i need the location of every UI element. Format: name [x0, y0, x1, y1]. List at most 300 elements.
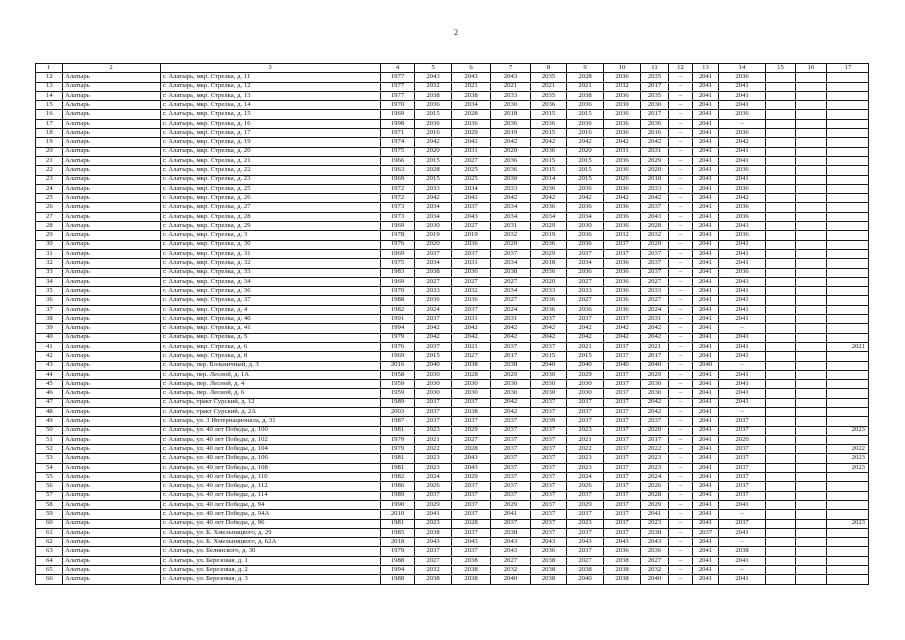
cell-col-7: 2038 — [491, 361, 531, 370]
cell-col-8: 2030 — [531, 370, 567, 379]
table-row — [36, 175, 869, 184]
cell-col-11: 2029 — [641, 370, 669, 379]
cell-col-7: 2037 — [491, 426, 531, 435]
cell-col-14: 2037 — [719, 426, 766, 435]
cell-col-7: 2037 — [491, 482, 531, 491]
cell-col-13: 2041 — [693, 398, 719, 407]
cell-col-3: г. Алатырь, ул. 40 лет Победы, д. 104 — [161, 445, 381, 454]
cell-col-6: 2027 — [452, 222, 491, 231]
cell-col-17 — [827, 296, 869, 305]
cell-col-13: 2041 — [693, 129, 719, 138]
cell-col-16 — [796, 305, 827, 314]
cell-col-13: 2041 — [693, 500, 719, 509]
cell-col-8: 2037 — [531, 398, 567, 407]
table-row — [36, 352, 869, 361]
cell-col-11: 2035 — [641, 73, 669, 82]
cell-col-15 — [766, 426, 796, 435]
cell-col-9: 2034 — [567, 212, 604, 221]
cell-col-3: г. Алатырь, ул. Березовая, д. 3 — [161, 575, 381, 584]
cell-col-6: 2037 — [452, 417, 491, 426]
cell-col-4: 1969 — [381, 249, 415, 258]
cell-col-3: г. Алатырь, пер. Лесной, д. 4 — [161, 380, 381, 389]
cell-col-14: 2041 — [719, 91, 766, 100]
cell-col-4: 1974 — [381, 138, 415, 147]
cell-col-13: 2041 — [693, 547, 719, 556]
header-cell-17: 17 — [827, 64, 869, 73]
cell-col-8: 2037 — [531, 491, 567, 500]
cell-col-7: 2037 — [491, 473, 531, 482]
cell-col-12: – — [669, 315, 693, 324]
cell-col-6: 2025 — [452, 166, 491, 175]
cell-col-12: – — [669, 333, 693, 342]
table-row — [36, 482, 869, 491]
cell-col-9: 2036 — [567, 119, 604, 128]
cell-col-3: г. Алатырь, мкр. Стрелка, д. 25 — [161, 184, 381, 193]
cell-col-11: 2017 — [641, 352, 669, 361]
cell-col-3: г. Алатырь, мкр. Стрелка, д. 6 — [161, 342, 381, 351]
cell-col-13: 2041 — [693, 352, 719, 361]
cell-col-17 — [827, 101, 869, 110]
cell-col-14: 2037 — [719, 454, 766, 463]
table-row — [36, 249, 869, 258]
cell-col-9: 2028 — [567, 73, 604, 82]
cell-col-17 — [827, 482, 869, 491]
cell-col-10: 2030 — [604, 101, 641, 110]
cell-col-14: 2041 — [719, 315, 766, 324]
cell-col-10: 2036 — [604, 110, 641, 119]
cell-col-14: 2036 — [719, 212, 766, 221]
cell-col-11: 2017 — [641, 435, 669, 444]
table-row — [36, 473, 869, 482]
cell-col-10: 2037 — [604, 398, 641, 407]
cell-col-9: 2021 — [567, 342, 604, 351]
cell-col-4: 1979 — [381, 547, 415, 556]
cell-col-5: 2034 — [415, 203, 452, 212]
cell-col-6: 2028 — [452, 445, 491, 454]
cell-col-17 — [827, 277, 869, 286]
cell-col-6: 2043 — [452, 454, 491, 463]
cell-col-14: 2041 — [719, 240, 766, 249]
cell-col-10: 2037 — [604, 370, 641, 379]
cell-col-7: 2033 — [491, 91, 531, 100]
cell-col-11: 2027 — [641, 277, 669, 286]
cell-col-3: г. Алатырь, пер. Лесной, д. 1А — [161, 370, 381, 379]
cell-col-3: г. Алатырь, ул. 40 лет Победы, д. 110 — [161, 473, 381, 482]
cell-col-1: 64 — [36, 556, 63, 565]
cell-col-13: 2041 — [693, 491, 719, 500]
cell-col-9: 2029 — [567, 500, 604, 509]
cell-col-1: 65 — [36, 566, 63, 575]
cell-col-1: 41 — [36, 342, 63, 351]
cell-col-4: 1994 — [381, 324, 415, 333]
cell-col-17 — [827, 305, 869, 314]
cell-col-15 — [766, 342, 796, 351]
cell-col-10: 2038 — [604, 566, 641, 575]
cell-col-4: 1958 — [381, 370, 415, 379]
cell-col-6: 2027 — [452, 435, 491, 444]
cell-col-14: 2041 — [719, 222, 766, 231]
cell-col-6: 2037 — [452, 510, 491, 519]
cell-col-5: 2038 — [415, 528, 452, 537]
cell-col-2: Алатырь — [63, 175, 161, 184]
cell-col-11: 2023 — [641, 463, 669, 472]
cell-col-4: 1959 — [381, 389, 415, 398]
cell-col-10: 2037 — [604, 417, 641, 426]
table-row — [36, 556, 869, 565]
cell-col-13: 2037 — [693, 528, 719, 537]
cell-col-12: – — [669, 166, 693, 175]
cell-col-17 — [827, 231, 869, 240]
cell-col-1: 13 — [36, 82, 63, 91]
cell-col-17 — [827, 203, 869, 212]
table-row — [36, 156, 869, 165]
cell-col-2: Алатырь — [63, 556, 161, 565]
cell-col-12: – — [669, 398, 693, 407]
cell-col-4: 1979 — [381, 333, 415, 342]
cell-col-10: 2036 — [604, 287, 641, 296]
cell-col-14: 2041 — [719, 259, 766, 268]
cell-col-16 — [796, 519, 827, 528]
cell-col-10: 2036 — [604, 296, 641, 305]
cell-col-13: 2041 — [693, 305, 719, 314]
cell-col-4: 1970 — [381, 287, 415, 296]
cell-col-8: 2040 — [531, 361, 567, 370]
cell-col-7: 2037 — [491, 342, 531, 351]
cell-col-15 — [766, 82, 796, 91]
cell-col-17 — [827, 528, 869, 537]
cell-col-8: 2029 — [531, 222, 567, 231]
cell-col-12: – — [669, 491, 693, 500]
cell-col-8: 2035 — [531, 91, 567, 100]
table-row — [36, 73, 869, 82]
cell-col-8: 2036 — [531, 296, 567, 305]
cell-col-2: Алатырь — [63, 389, 161, 398]
cell-col-1: 43 — [36, 361, 63, 370]
cell-col-1: 27 — [36, 212, 63, 221]
cell-col-1: 35 — [36, 287, 63, 296]
cell-col-11: 2031 — [641, 315, 669, 324]
cell-col-1: 49 — [36, 417, 63, 426]
cell-col-11: 2024 — [641, 473, 669, 482]
table-row — [36, 380, 869, 389]
cell-col-14: 2041 — [719, 156, 766, 165]
cell-col-13: 2041 — [693, 370, 719, 379]
cell-col-4: 1989 — [381, 491, 415, 500]
cell-col-12: – — [669, 389, 693, 398]
cell-col-14: 2036 — [719, 203, 766, 212]
cell-col-15 — [766, 454, 796, 463]
cell-col-1: 12 — [36, 73, 63, 82]
cell-col-14: 2041 — [719, 398, 766, 407]
cell-col-17 — [827, 435, 869, 444]
cell-col-15 — [766, 305, 796, 314]
cell-col-17 — [827, 315, 869, 324]
cell-col-13: 2041 — [693, 426, 719, 435]
cell-col-10: 2037 — [604, 454, 641, 463]
cell-col-5: 2024 — [415, 473, 452, 482]
cell-col-2: Алатырь — [63, 203, 161, 212]
cell-col-11: 2020 — [641, 166, 669, 175]
cell-col-13: 2041 — [693, 166, 719, 175]
cell-col-11: 2020 — [641, 426, 669, 435]
cell-col-1: 44 — [36, 370, 63, 379]
cell-col-1: 33 — [36, 268, 63, 277]
cell-col-6: 2037 — [452, 398, 491, 407]
cell-col-13: 2041 — [693, 482, 719, 491]
cell-col-4: 1969 — [381, 352, 415, 361]
cell-col-7: 2043 — [491, 547, 531, 556]
cell-col-10: 2037 — [604, 240, 641, 249]
cell-col-17 — [827, 156, 869, 165]
cell-col-17: 2023 — [827, 426, 869, 435]
cell-col-8: 2033 — [531, 287, 567, 296]
cell-col-7: 2029 — [491, 500, 531, 509]
cell-col-5: 2038 — [415, 91, 452, 100]
cell-col-6: 2038 — [452, 556, 491, 565]
cell-col-7: 2020 — [491, 147, 531, 156]
table-row — [36, 491, 869, 500]
cell-col-16 — [796, 101, 827, 110]
cell-col-9: 2037 — [567, 407, 604, 416]
cell-col-7: 2030 — [491, 101, 531, 110]
cell-col-16 — [796, 324, 827, 333]
cell-col-10: 2042 — [604, 333, 641, 342]
cell-col-2: Алатырь — [63, 454, 161, 463]
table-row — [36, 268, 869, 277]
table-row — [36, 231, 869, 240]
cell-col-10: 2036 — [604, 91, 641, 100]
cell-col-11: 2020 — [641, 240, 669, 249]
cell-col-6: 2043 — [452, 538, 491, 547]
cell-col-7: 2042 — [491, 324, 531, 333]
cell-col-16 — [796, 556, 827, 565]
cell-col-4: 1969 — [381, 222, 415, 231]
cell-col-14: 2036 — [719, 129, 766, 138]
cell-col-3: г. Алатырь, ул. 40 лет Победы, д. 114 — [161, 491, 381, 500]
cell-col-12: – — [669, 110, 693, 119]
cell-col-16 — [796, 194, 827, 203]
cell-col-13: 2041 — [693, 473, 719, 482]
cell-col-10: 2032 — [604, 231, 641, 240]
cell-col-5: 2043 — [415, 538, 452, 547]
cell-col-3: г. Алатырь, ул. 40 лет Победы, д. 100 — [161, 426, 381, 435]
cell-col-15 — [766, 277, 796, 286]
cell-col-2: Алатырь — [63, 398, 161, 407]
cell-col-16 — [796, 147, 827, 156]
cell-col-15 — [766, 166, 796, 175]
cell-col-11: 2017 — [641, 82, 669, 91]
cell-col-5: 2019 — [415, 231, 452, 240]
cell-col-8: 2035 — [531, 73, 567, 82]
cell-col-6: 2042 — [452, 324, 491, 333]
cell-col-10: 2036 — [604, 156, 641, 165]
table-row — [36, 305, 869, 314]
table-row — [36, 101, 869, 110]
cell-col-2: Алатырь — [63, 417, 161, 426]
cell-col-4: 1994 — [381, 566, 415, 575]
cell-col-15 — [766, 417, 796, 426]
cell-col-7: 2030 — [491, 380, 531, 389]
cell-col-8: 2037 — [531, 473, 567, 482]
cell-col-3: г. Алатырь, пер. Лесной, д. 6 — [161, 389, 381, 398]
cell-col-7: 2036 — [491, 119, 531, 128]
cell-col-17 — [827, 547, 869, 556]
cell-col-17 — [827, 119, 869, 128]
cell-col-2: Алатырь — [63, 110, 161, 119]
cell-col-5: 2037 — [415, 407, 452, 416]
cell-col-2: Алатырь — [63, 296, 161, 305]
cell-col-5: 2029 — [415, 500, 452, 509]
cell-col-5: 2038 — [415, 268, 452, 277]
cell-col-10: 2037 — [604, 380, 641, 389]
cell-col-4: 1973 — [381, 203, 415, 212]
cell-col-15 — [766, 194, 796, 203]
cell-col-1: 28 — [36, 222, 63, 231]
cell-col-2: Алатырь — [63, 259, 161, 268]
cell-col-4: 2010 — [381, 510, 415, 519]
cell-col-5: 2034 — [415, 259, 452, 268]
cell-col-8: 2037 — [531, 435, 567, 444]
cell-col-17 — [827, 566, 869, 575]
cell-col-11: 2017 — [641, 110, 669, 119]
cell-col-1: 52 — [36, 445, 63, 454]
cell-col-15 — [766, 389, 796, 398]
cell-col-7: 2037 — [491, 435, 531, 444]
cell-col-1: 59 — [36, 510, 63, 519]
cell-col-12: – — [669, 528, 693, 537]
cell-col-9: 2033 — [567, 287, 604, 296]
cell-col-14: 2037 — [719, 417, 766, 426]
cell-col-5: 2023 — [415, 519, 452, 528]
cell-col-9: 2043 — [567, 538, 604, 547]
cell-col-1: 56 — [36, 482, 63, 491]
cell-col-2: Алатырь — [63, 575, 161, 584]
cell-col-6: 2029 — [452, 473, 491, 482]
cell-col-13: 2041 — [693, 389, 719, 398]
cell-col-13: 2041 — [693, 156, 719, 165]
cell-col-15 — [766, 482, 796, 491]
table-row — [36, 91, 869, 100]
cell-col-14: 2041 — [719, 296, 766, 305]
header-cell-9: 9 — [567, 64, 604, 73]
cell-col-15 — [766, 491, 796, 500]
cell-col-9: 2038 — [567, 91, 604, 100]
cell-col-17 — [827, 500, 869, 509]
cell-col-11: 2041 — [641, 510, 669, 519]
cell-col-15 — [766, 500, 796, 509]
cell-col-14: 2041 — [719, 305, 766, 314]
cell-col-1: 62 — [36, 538, 63, 547]
cell-col-15 — [766, 528, 796, 537]
cell-col-2: Алатырь — [63, 82, 161, 91]
cell-col-10: 2036 — [604, 184, 641, 193]
cell-col-4: 1998 — [381, 119, 415, 128]
cell-col-4: 1973 — [381, 212, 415, 221]
cell-col-12: – — [669, 231, 693, 240]
cell-col-11: 2037 — [641, 249, 669, 258]
header-cell-14: 14 — [719, 64, 766, 73]
cell-col-14: 2036 — [719, 184, 766, 193]
cell-col-6: 2029 — [452, 426, 491, 435]
cell-col-1: 53 — [36, 454, 63, 463]
cell-col-6: 2021 — [452, 342, 491, 351]
cell-col-15 — [766, 249, 796, 258]
table-row — [36, 129, 869, 138]
cell-col-6: 2037 — [452, 249, 491, 258]
cell-col-11: 2028 — [641, 222, 669, 231]
cell-col-4: 1988 — [381, 296, 415, 305]
cell-col-4: 1979 — [381, 445, 415, 454]
cell-col-3: г. Алатырь, мкр. Стрелка, д. 36 — [161, 287, 381, 296]
cell-col-4: 1979 — [381, 435, 415, 444]
cell-col-9: 2042 — [567, 324, 604, 333]
cell-col-12: – — [669, 445, 693, 454]
cell-col-5: 2024 — [415, 305, 452, 314]
cell-col-2: Алатырь — [63, 184, 161, 193]
header-cell-16: 16 — [796, 64, 827, 73]
cell-col-12: – — [669, 473, 693, 482]
cell-col-7: 2018 — [491, 110, 531, 119]
cell-col-8: 2036 — [531, 203, 567, 212]
cell-col-11: 2040 — [641, 361, 669, 370]
cell-col-6: 2027 — [452, 156, 491, 165]
cell-col-17 — [827, 147, 869, 156]
cell-col-7: 2037 — [491, 463, 531, 472]
cell-col-4: 1959 — [381, 380, 415, 389]
cell-col-13: 2041 — [693, 575, 719, 584]
cell-col-9: 2037 — [567, 528, 604, 537]
cell-col-10: 2026 — [604, 175, 641, 184]
cell-col-2: Алатырь — [63, 240, 161, 249]
cell-col-6: 2036 — [452, 268, 491, 277]
cell-col-4: 1969 — [381, 175, 415, 184]
cell-col-12: – — [669, 305, 693, 314]
cell-col-9: 2036 — [567, 305, 604, 314]
cell-col-12: – — [669, 259, 693, 268]
cell-col-8: 2036 — [531, 240, 567, 249]
cell-col-1: 25 — [36, 194, 63, 203]
header-cell-12: 12 — [669, 64, 693, 73]
cell-col-3: г. Алатырь, мкр. Стрелка, д. 8 — [161, 352, 381, 361]
cell-col-15 — [766, 184, 796, 193]
cell-col-11: 2042 — [641, 407, 669, 416]
cell-col-15 — [766, 324, 796, 333]
cell-col-13: 2041 — [693, 138, 719, 147]
cell-col-2: Алатырь — [63, 194, 161, 203]
cell-col-3: г. Алатырь, мкр. Стрелка, д. 11 — [161, 73, 381, 82]
cell-col-5: 2036 — [415, 296, 452, 305]
cell-col-2: Алатырь — [63, 231, 161, 240]
cell-col-10: 2037 — [604, 491, 641, 500]
cell-col-17 — [827, 417, 869, 426]
cell-col-8: 2015 — [531, 110, 567, 119]
cell-col-15 — [766, 361, 796, 370]
cell-col-15 — [766, 463, 796, 472]
cell-col-14: 2041 — [719, 287, 766, 296]
cell-col-5: 2033 — [415, 287, 452, 296]
cell-col-9: 2020 — [567, 147, 604, 156]
cell-col-13: 2041 — [693, 435, 719, 444]
cell-col-9: 2037 — [567, 547, 604, 556]
cell-col-13: 2041 — [693, 73, 719, 82]
cell-col-8: 2015 — [531, 156, 567, 165]
cell-col-2: Алатырь — [63, 268, 161, 277]
cell-col-6: 2025 — [452, 175, 491, 184]
cell-col-6: 2027 — [452, 352, 491, 361]
cell-col-7: 2036 — [491, 156, 531, 165]
cell-col-10: 2036 — [604, 277, 641, 286]
cell-col-7: 2036 — [491, 166, 531, 175]
